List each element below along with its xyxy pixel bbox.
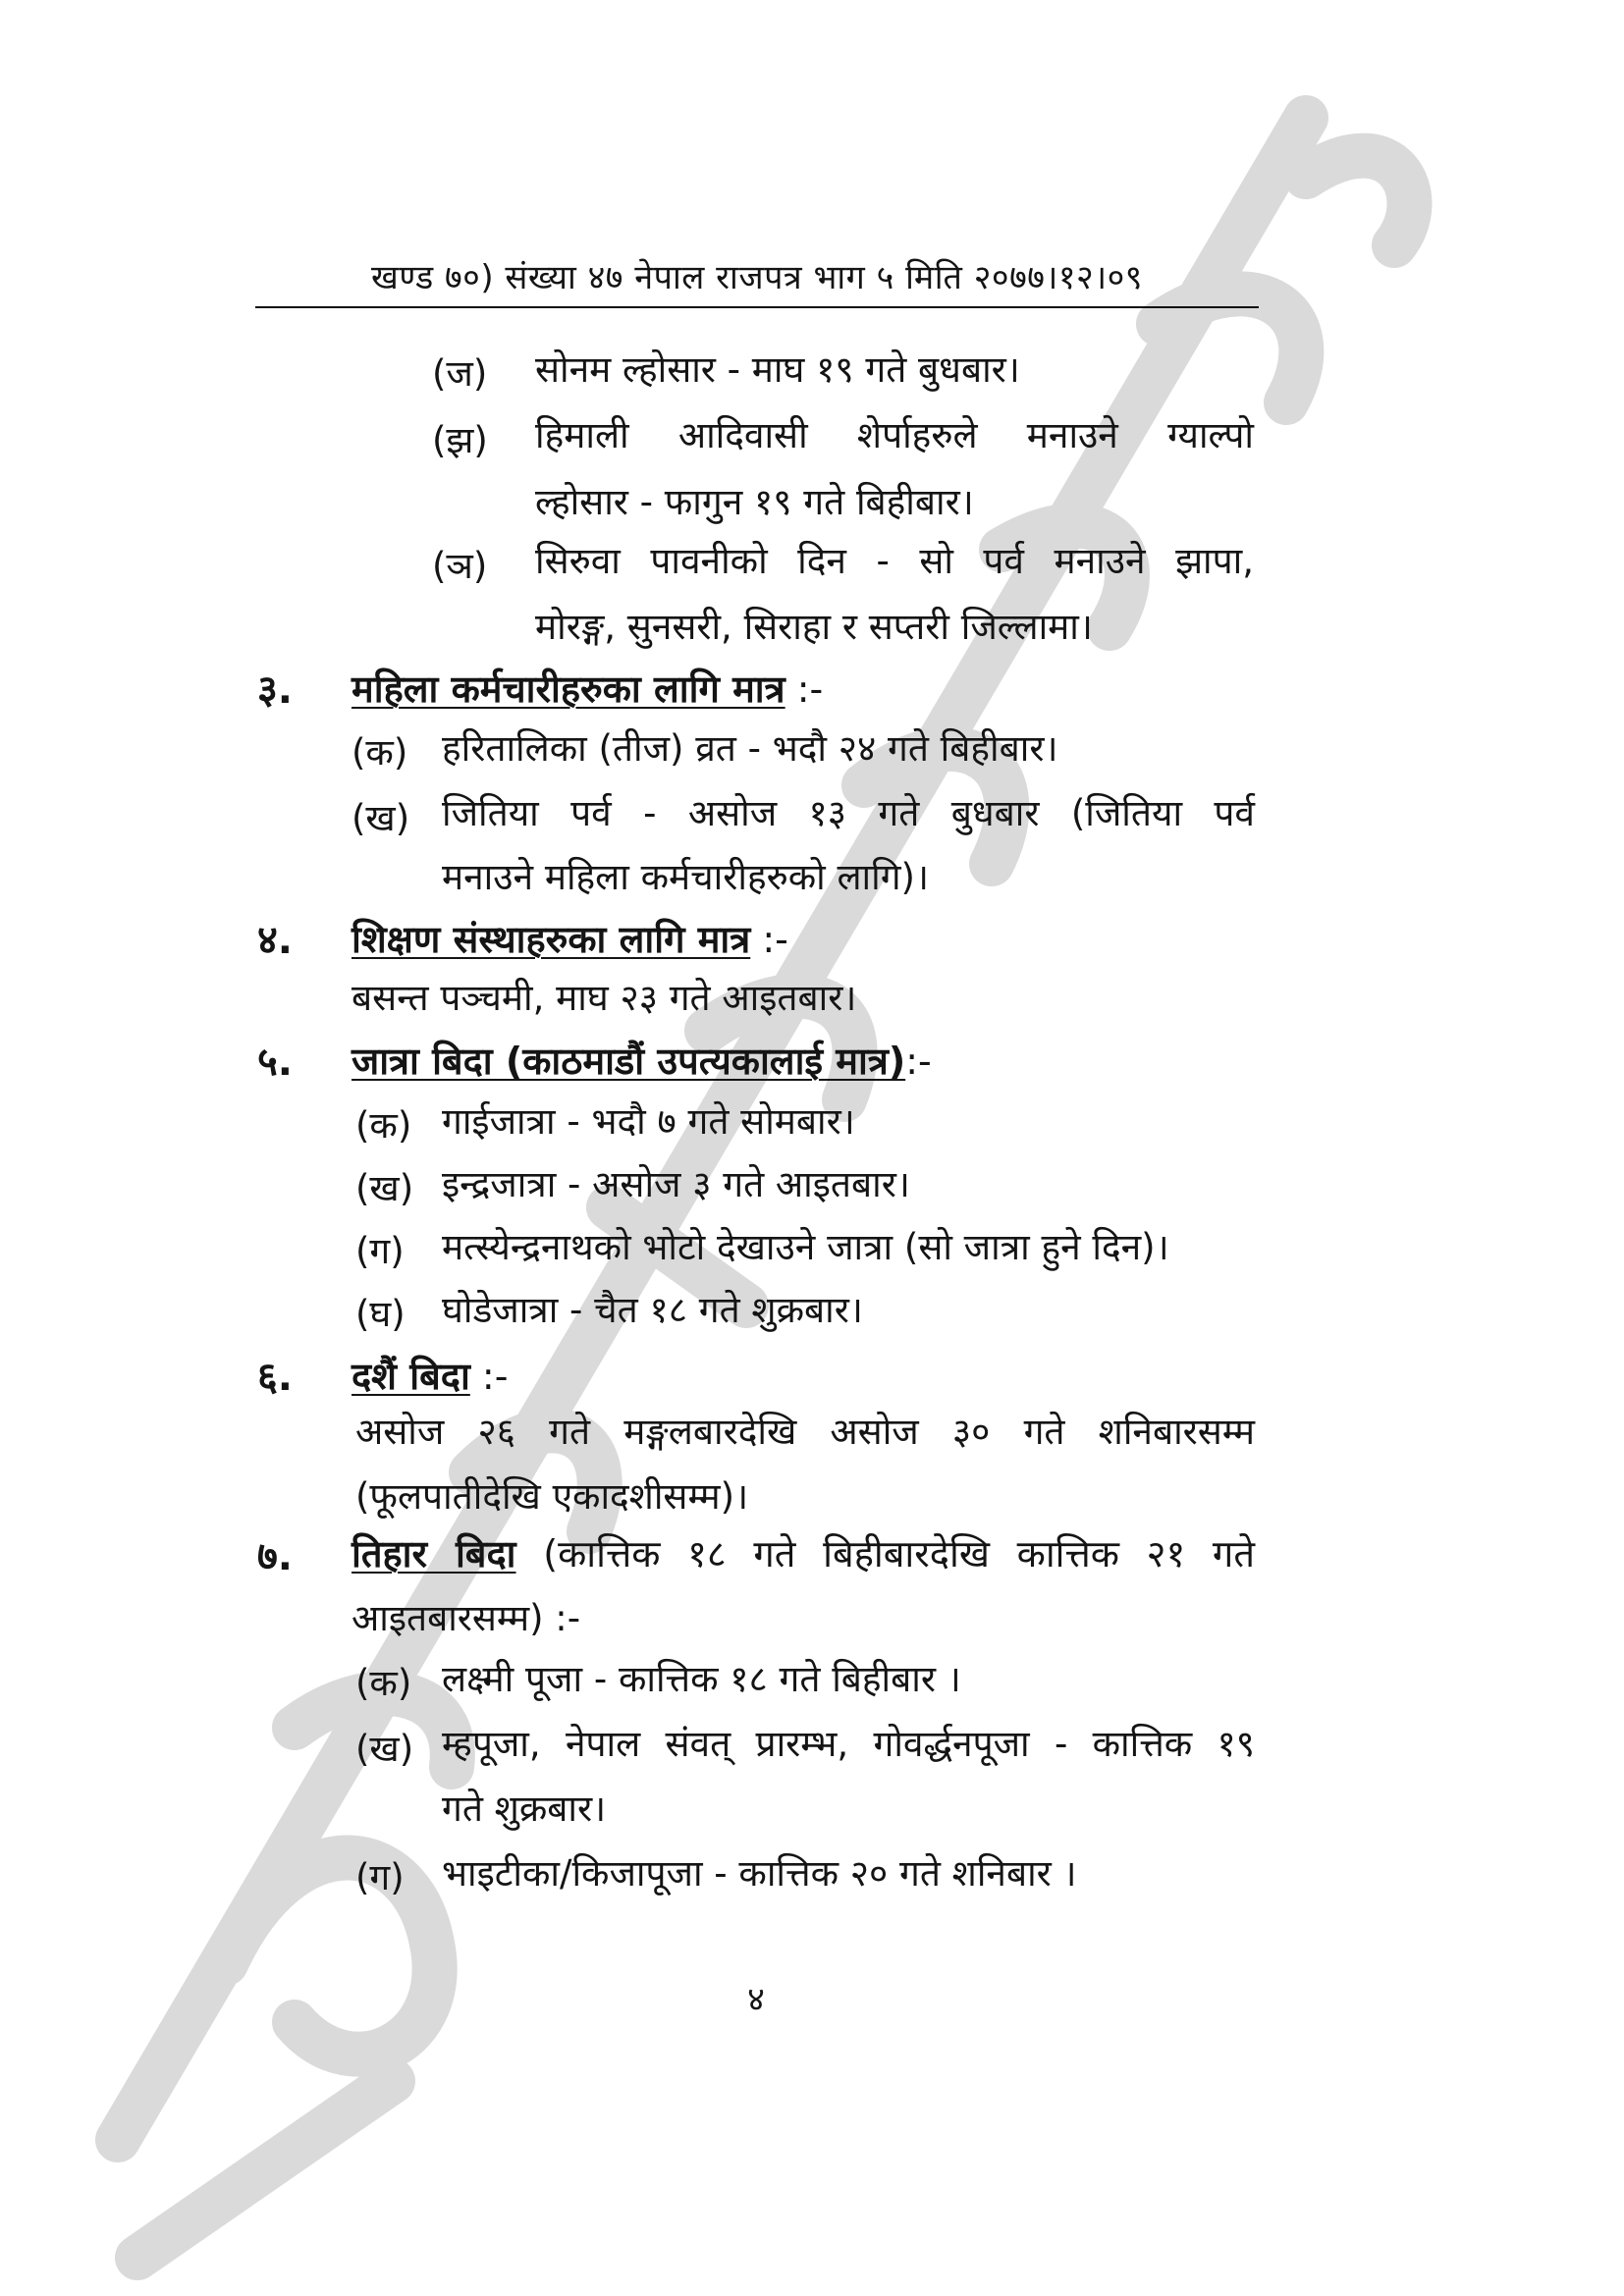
section-heading bbox=[352, 1355, 509, 1398]
item-text: गते शुक्रबार। bbox=[442, 1788, 607, 1830]
section-text: बसन्त पञ्चमी, माघ २३ गते आइतबार। bbox=[352, 977, 857, 1019]
section-number: ७. bbox=[257, 1534, 293, 1579]
item-label: (क) bbox=[355, 1662, 412, 1704]
section-number: ४. bbox=[257, 918, 293, 963]
item-label: (घ) bbox=[355, 1293, 406, 1335]
section-heading-continuation: आइतबारसम्म) :- bbox=[352, 1597, 581, 1639]
item-text: घोडेजात्रा - चैत १८ गते शुक्रबार। bbox=[442, 1289, 863, 1331]
section-heading-suffix: :- bbox=[469, 1355, 509, 1398]
item-text: जितिया पर्व - असोज १३ गते बुधबार (जितिया पर्व bbox=[442, 792, 1255, 834]
section-heading-title: महिला कर्मचारीहरुका लागि मात्र bbox=[352, 667, 785, 711]
section-number: ३. bbox=[257, 667, 293, 713]
gazette-header: खण्ड ७०) संख्या ४७ नेपाल राजपत्र भाग ५ मिति २०७७।१२।०९ bbox=[371, 258, 1143, 297]
page-number: ४ bbox=[747, 1980, 765, 2019]
item-text: मनाउने महिला कर्मचारीहरुको लागि)। bbox=[442, 856, 930, 898]
item-label: (ज) bbox=[432, 352, 488, 395]
section-heading-suffix: :- bbox=[785, 667, 824, 711]
item-text: हिमाली आदिवासी शेर्पाहरुले मनाउने ग्याल्पो bbox=[535, 414, 1254, 456]
section-number: ५. bbox=[257, 1040, 293, 1085]
section-heading-suffix: :- bbox=[750, 918, 788, 961]
section-heading-title: दशैं बिदा bbox=[352, 1355, 470, 1398]
item-label: (ख) bbox=[355, 1167, 414, 1209]
watermark-stroke bbox=[1306, 156, 1410, 245]
item-text: गाईजात्रा - भदौ ७ गते सोमबार। bbox=[442, 1100, 855, 1143]
section-heading bbox=[352, 1532, 1255, 1575]
section-text: असोज २६ गते मङ्गलबारदेखि असोज ३० गते शनिबारसम्म bbox=[355, 1411, 1255, 1453]
item-label: (ग) bbox=[355, 1230, 405, 1272]
section-heading bbox=[352, 667, 824, 711]
watermark-stroke bbox=[1159, 294, 1301, 402]
section-number: ६. bbox=[257, 1355, 293, 1400]
item-label: (क) bbox=[355, 1104, 412, 1147]
section-heading-title: शिक्षण संस्थाहरुका लागि मात्र bbox=[352, 918, 751, 961]
item-text: भाइटीका/किजापूजा - कात्तिक २० गते शनिबार । bbox=[442, 1852, 1077, 1895]
section-heading-suffix: :- bbox=[905, 1040, 932, 1083]
item-text: म्हपूजा, नेपाल संवत् प्रारम्भ, गोवर्द्धनपूजा - कात्तिक १९ bbox=[442, 1723, 1255, 1765]
item-text: इन्द्रजात्रा - असोज ३ गते आइतबार। bbox=[442, 1163, 910, 1205]
item-label: (ञ) bbox=[432, 545, 488, 587]
section-heading-title: जात्रा बिदा (काठमाडौं उपत्यकालाई मात्र) bbox=[352, 1040, 906, 1083]
section-heading bbox=[352, 1040, 932, 1083]
item-text: हरितालिका (तीज) व्रत - भदौ २४ गते बिहीबार। bbox=[442, 727, 1058, 770]
section-heading-suffix: (कात्तिक १८ गते बिहीबारदेखि कात्तिक २१ गते bbox=[515, 1532, 1255, 1575]
header-rule bbox=[255, 306, 1259, 308]
item-text: सिरुवा पावनीको दिन - सो पर्व मनाउने झापा, bbox=[535, 540, 1254, 582]
item-label: (क) bbox=[352, 731, 408, 774]
item-label: (ख) bbox=[352, 797, 410, 839]
item-label: (ग) bbox=[355, 1856, 405, 1898]
item-text: सोनम ल्होसार - माघ १९ गते बुधबार। bbox=[535, 348, 1020, 391]
item-label: (झ) bbox=[432, 419, 488, 461]
section-text: (फूलपातीदेखि एकादशीसम्म)। bbox=[355, 1475, 749, 1518]
section-heading-title: तिहार बिदा bbox=[352, 1532, 516, 1575]
item-text: ल्होसार - फागुन १९ गते बिहीबार। bbox=[535, 481, 974, 523]
item-text: मत्स्येन्द्रनाथको भोटो देखाउने जात्रा (सो जात्रा हुने दिन)। bbox=[442, 1226, 1169, 1268]
item-text: लक्ष्मी पूजा - कात्तिक १८ गते बिहीबार । bbox=[442, 1658, 961, 1700]
item-text: मोरङ्ग, सुनसरी, सिराहा र सप्तरी जिल्लामा। bbox=[535, 606, 1093, 648]
watermark-stroke bbox=[137, 2081, 393, 2258]
section-heading bbox=[352, 918, 788, 961]
item-label: (ख) bbox=[355, 1728, 414, 1770]
